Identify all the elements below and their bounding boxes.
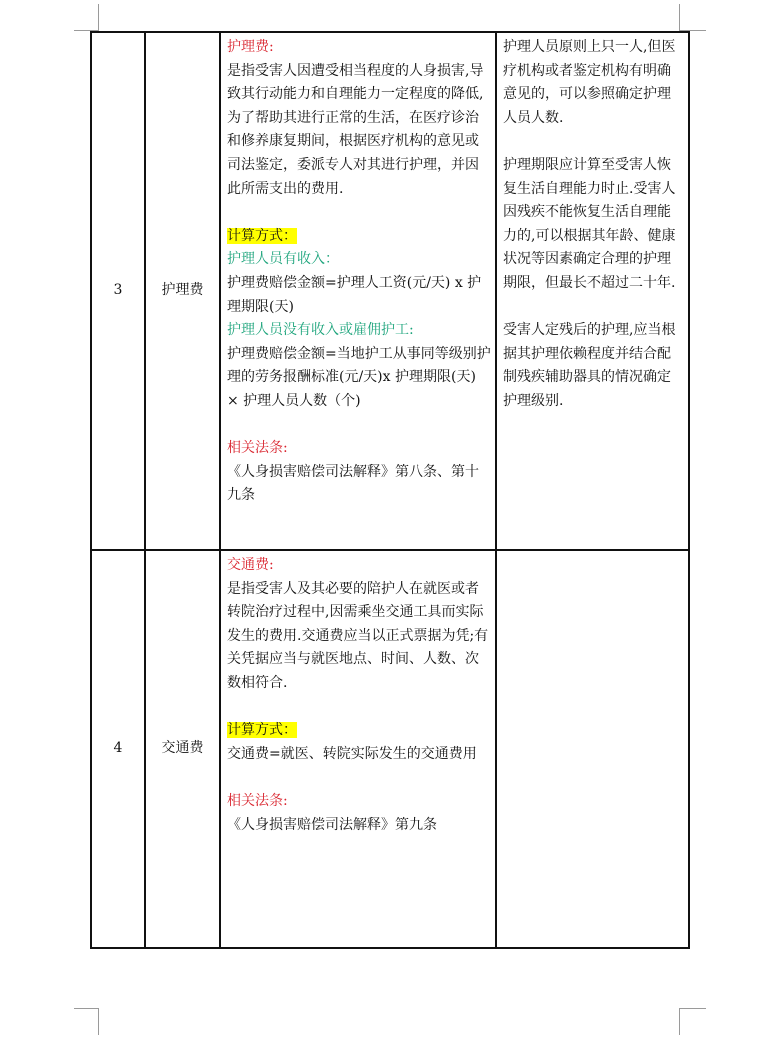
- row-number: 3: [91, 32, 145, 550]
- case-no-income-formula: 护理费赔偿金额=当地护工从事同等级别护理的劳务报酬标准(元/天)x 护理期限(天) × 护理人员人数（个): [227, 345, 491, 409]
- fee-notes-cell: [496, 550, 689, 948]
- law-reference: 《人身损害赔偿司法解释》第八条、第十九条: [227, 463, 479, 504]
- definition-heading: 交通费:: [227, 557, 274, 573]
- note-paragraph: 护理期限应计算至受害人恢复生活自理能力时止.受害人因残疾不能恢复生活自理能力的,可以根据其年龄、健康状况等因素确定合理的护理期限，但最长不超过二十年.: [503, 156, 676, 291]
- row-number: 4: [91, 550, 145, 948]
- law-heading: 相关法条:: [227, 440, 288, 457]
- calculation-heading: 计算方式：: [227, 722, 297, 739]
- note-paragraph: 受害人定残后的护理,应当根据其护理依赖程度并结合配制残疾辅助器具的情况确定护理级别.: [503, 322, 676, 409]
- crop-mark-top-right: [679, 4, 706, 31]
- crop-mark-bottom-left: [74, 1008, 99, 1035]
- case-no-income-heading: 护理人员没有收入或雇佣护工:: [227, 322, 414, 339]
- definition-text: 是指受害人因遭受相当程度的人身损害,导致其行动能力和自理能力一定程度的降低,为了帮助其进行正常的生活，在医疗诊治和修养康复期间，根据医疗机构的意见或司法鉴定，委派专人对其进行护理，并因此所需支出的费用.: [227, 62, 484, 197]
- table-row-nursing-fee: [91, 32, 689, 550]
- compensation-fee-table: [90, 31, 690, 949]
- case-with-income-formula: 护理费赔偿金额=护理人工资(元/天) x 护理期限(天): [227, 274, 482, 315]
- calculation-heading: 计算方式：: [227, 227, 297, 244]
- case-with-income-heading: 护理人员有收入：: [227, 251, 339, 268]
- formula: 交通费=就医、转院实际发生的交通费用: [227, 745, 477, 762]
- note-paragraph: 护理人员原则上只一人,但医疗机构或者鉴定机构有明确意见的，可以参照确定护理 人员人数.: [503, 39, 676, 126]
- definition-heading: 护理费:: [227, 39, 274, 55]
- table-row-transport-fee: [91, 550, 689, 948]
- fee-notes-cell: [496, 32, 689, 550]
- crop-mark-bottom-right: [679, 1008, 706, 1035]
- fee-description-cell: [220, 550, 496, 948]
- fee-name: 护理费: [145, 32, 220, 550]
- fee-name: 交通费: [145, 550, 220, 948]
- law-heading: 相关法条:: [227, 792, 288, 809]
- crop-mark-top-left: [74, 4, 99, 31]
- definition-text: 是指受害人及其必要的陪护人在就医或者转院治疗过程中,因需乘坐交通工具而实际发生的费用.交通费应当以正式票据为凭;有关凭据应当与就医地点、时间、人数、次数相符合.: [227, 580, 489, 691]
- fee-description-cell: [220, 32, 496, 550]
- law-reference: 《人身损害赔偿司法解释》第九条: [227, 816, 437, 833]
